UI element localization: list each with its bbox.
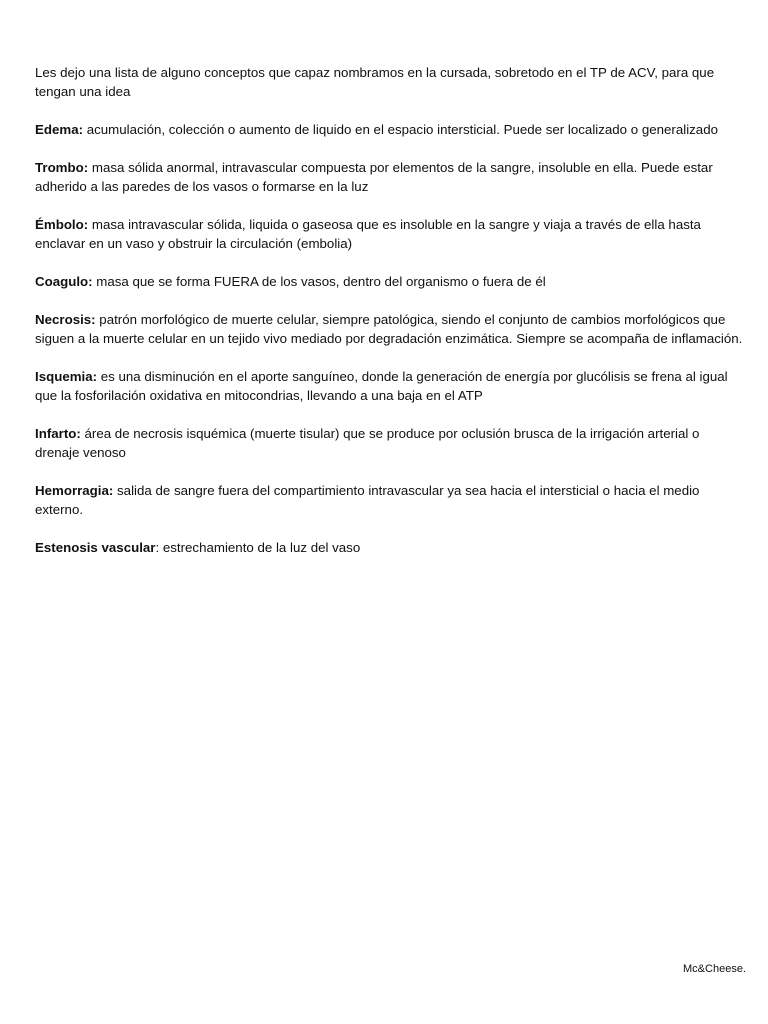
term-coagulo [35, 272, 747, 291]
document-body [35, 63, 747, 576]
term-isquemia [35, 367, 747, 405]
term-definition: masa sólida anormal, intravascular compuesta por elementos de la sangre, insoluble en ella. Puede estar adherido a las paredes de los vasos o formarse en la luz [35, 160, 713, 194]
term-definition: masa intravascular sólida, liquida o gaseosa que es insoluble en la sangre y viaja a través de ella hasta enclavar en un vaso y obstruir la circulación (embolia) [35, 217, 701, 251]
term-label: Isquemia: [35, 369, 98, 384]
term-definition: patrón morfológico de muerte celular, siempre patológica, siendo el conjunto de cambios morfológicos que siguen a la muerte celular en un tejido vivo mediado por degradación enzimática. Siempre se acompaña de inflamación. [35, 312, 743, 346]
term-label: Hemorragia: [35, 483, 114, 498]
term-label: Émbolo: [35, 217, 89, 232]
term-label: Edema: [35, 122, 84, 137]
term-label: Infarto: [35, 426, 81, 441]
term-estenosis-vascular [35, 538, 747, 557]
term-definition: : estrechamiento de la luz del vaso [155, 540, 361, 555]
term-edema [35, 120, 747, 139]
footer-signature: Mc&Cheese. [683, 963, 746, 975]
term-embolo [35, 215, 747, 253]
term-definition: es una disminución en el aporte sanguíneo, donde la generación de energía por glucólisis se frena al igual que la fosforilación oxidativa en mitocondrias, llevando a una baja en el ATP [35, 369, 728, 403]
term-trombo [35, 158, 747, 196]
term-definition: área de necrosis isquémica (muerte tisular) que se produce por oclusión brusca de la irrigación arterial o drenaje venoso [35, 426, 700, 460]
term-label: Coagulo: [35, 274, 93, 289]
term-label: Estenosis vascular [35, 540, 156, 555]
intro-paragraph: Les dejo una lista de alguno conceptos que capaz nombramos en la cursada, sobretodo en el TP de ACV, para que tengan una idea [35, 65, 715, 99]
term-necrosis [35, 310, 747, 348]
term-definition: salida de sangre fuera del compartimiento intravascular ya sea hacia el intersticial o hacia el medio externo. [35, 483, 700, 517]
term-label: Necrosis: [35, 312, 96, 327]
term-hemorragia [35, 481, 747, 519]
term-definition: acumulación, colección o aumento de liquido en el espacio intersticial. Puede ser localizado o generalizado [83, 122, 718, 137]
term-label: Trombo: [35, 160, 89, 175]
term-infarto [35, 424, 747, 462]
term-definition: masa que se forma FUERA de los vasos, dentro del organismo o fuera de él [92, 274, 546, 289]
